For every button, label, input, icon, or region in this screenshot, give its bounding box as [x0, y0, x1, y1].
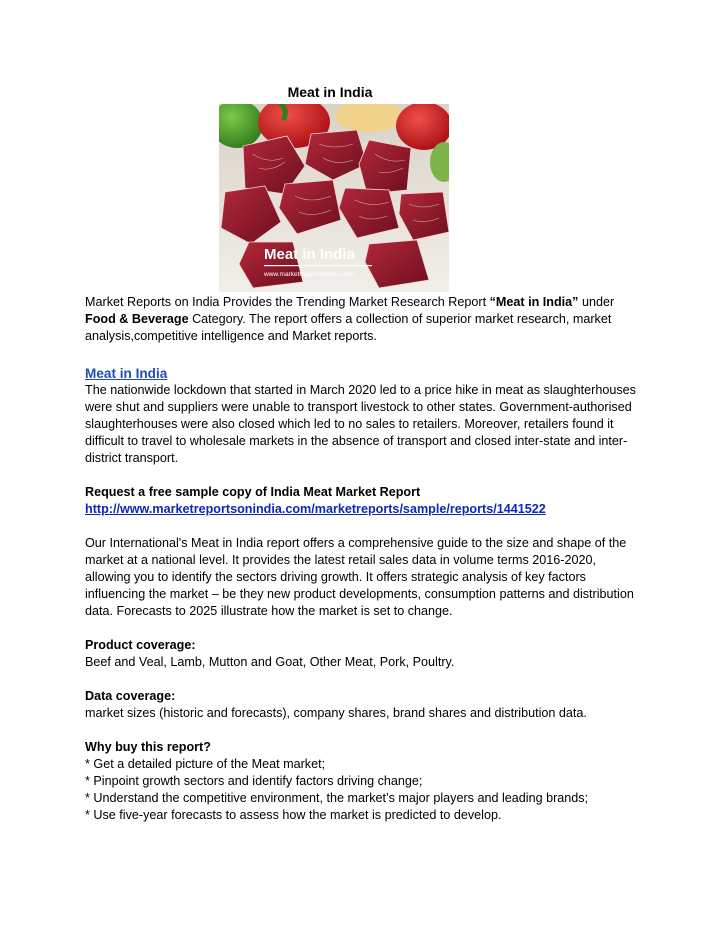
why-buy-heading: Why buy this report?: [85, 740, 211, 754]
overview-paragraph: Our International's Meat in India report offers a comprehensive guide to the size and shape of the market at a national level. It provides the latest retail sales data in volume terms 2016-2020, allowing you to identify the sectors driving growth. It offers strategic analysis of key factors influencing the market – be they new product developments, consumption patterns and distribution data. Forecasts to 2025 illustrate how the market is set to change.: [85, 536, 634, 618]
section-heading[interactable]: Meat in India: [85, 366, 168, 381]
list-item: * Use five-year forecasts to assess how the market is predicted to develop.: [85, 808, 502, 822]
document-title: Meat in India: [287, 84, 373, 100]
caption-divider: [264, 265, 372, 266]
intro-text: Market Reports on India Provides the Trending Market Research Report: [85, 295, 490, 309]
why-buy-list: [85, 756, 645, 824]
image-caption-url: www.marketreportsonindia.com: [264, 271, 355, 278]
list-item: * Get a detailed picture of the Meat market;: [85, 757, 326, 771]
product-coverage-heading: Product coverage:: [85, 638, 196, 652]
sample-request-label: Request a free sample copy of India Meat Market Report: [85, 485, 421, 499]
product-coverage-text: Beef and Veal, Lamb, Mutton and Goat, Other Meat, Pork, Poultry.: [85, 655, 455, 669]
intro-paragraph: [85, 294, 645, 345]
category-name: Food & Beverage: [85, 312, 189, 326]
intro-text-3: Category. The report offers a collection of superior market research, market analysis,competitive intelligence and Market reports.: [85, 312, 612, 343]
data-coverage-text: market sizes (historic and forecasts), company shares, brand shares and distribution data.: [85, 706, 587, 720]
lockdown-paragraph: The nationwide lockdown that started in March 2020 led to a price hike in meat as slaughterhouses were shut and suppliers were unable to transport livestock to other states. Government-authorised slaughterhouses were also closed which led to no sales to retailers. Moreover, retailers found it difficult to travel to wholesale markets in the absence of transport and closed inter-state and inter-district transport.: [85, 383, 636, 465]
document-body: [85, 294, 645, 824]
sample-report-link[interactable]: http://www.marketreportsonindia.com/marketreports/sample/reports/1441522: [85, 502, 546, 516]
list-item: * Understand the competitive environment, the market’s major players and leading brands;: [85, 791, 589, 805]
meat-illustration: [219, 104, 449, 292]
image-caption-title: Meat in India: [264, 246, 355, 263]
report-name: “Meat in India”: [489, 295, 579, 309]
intro-text-2: under: [578, 295, 615, 309]
data-coverage-heading: Data coverage:: [85, 689, 176, 703]
meat-image: [219, 104, 449, 292]
list-item: * Pinpoint growth sectors and identify factors driving change;: [85, 774, 423, 788]
